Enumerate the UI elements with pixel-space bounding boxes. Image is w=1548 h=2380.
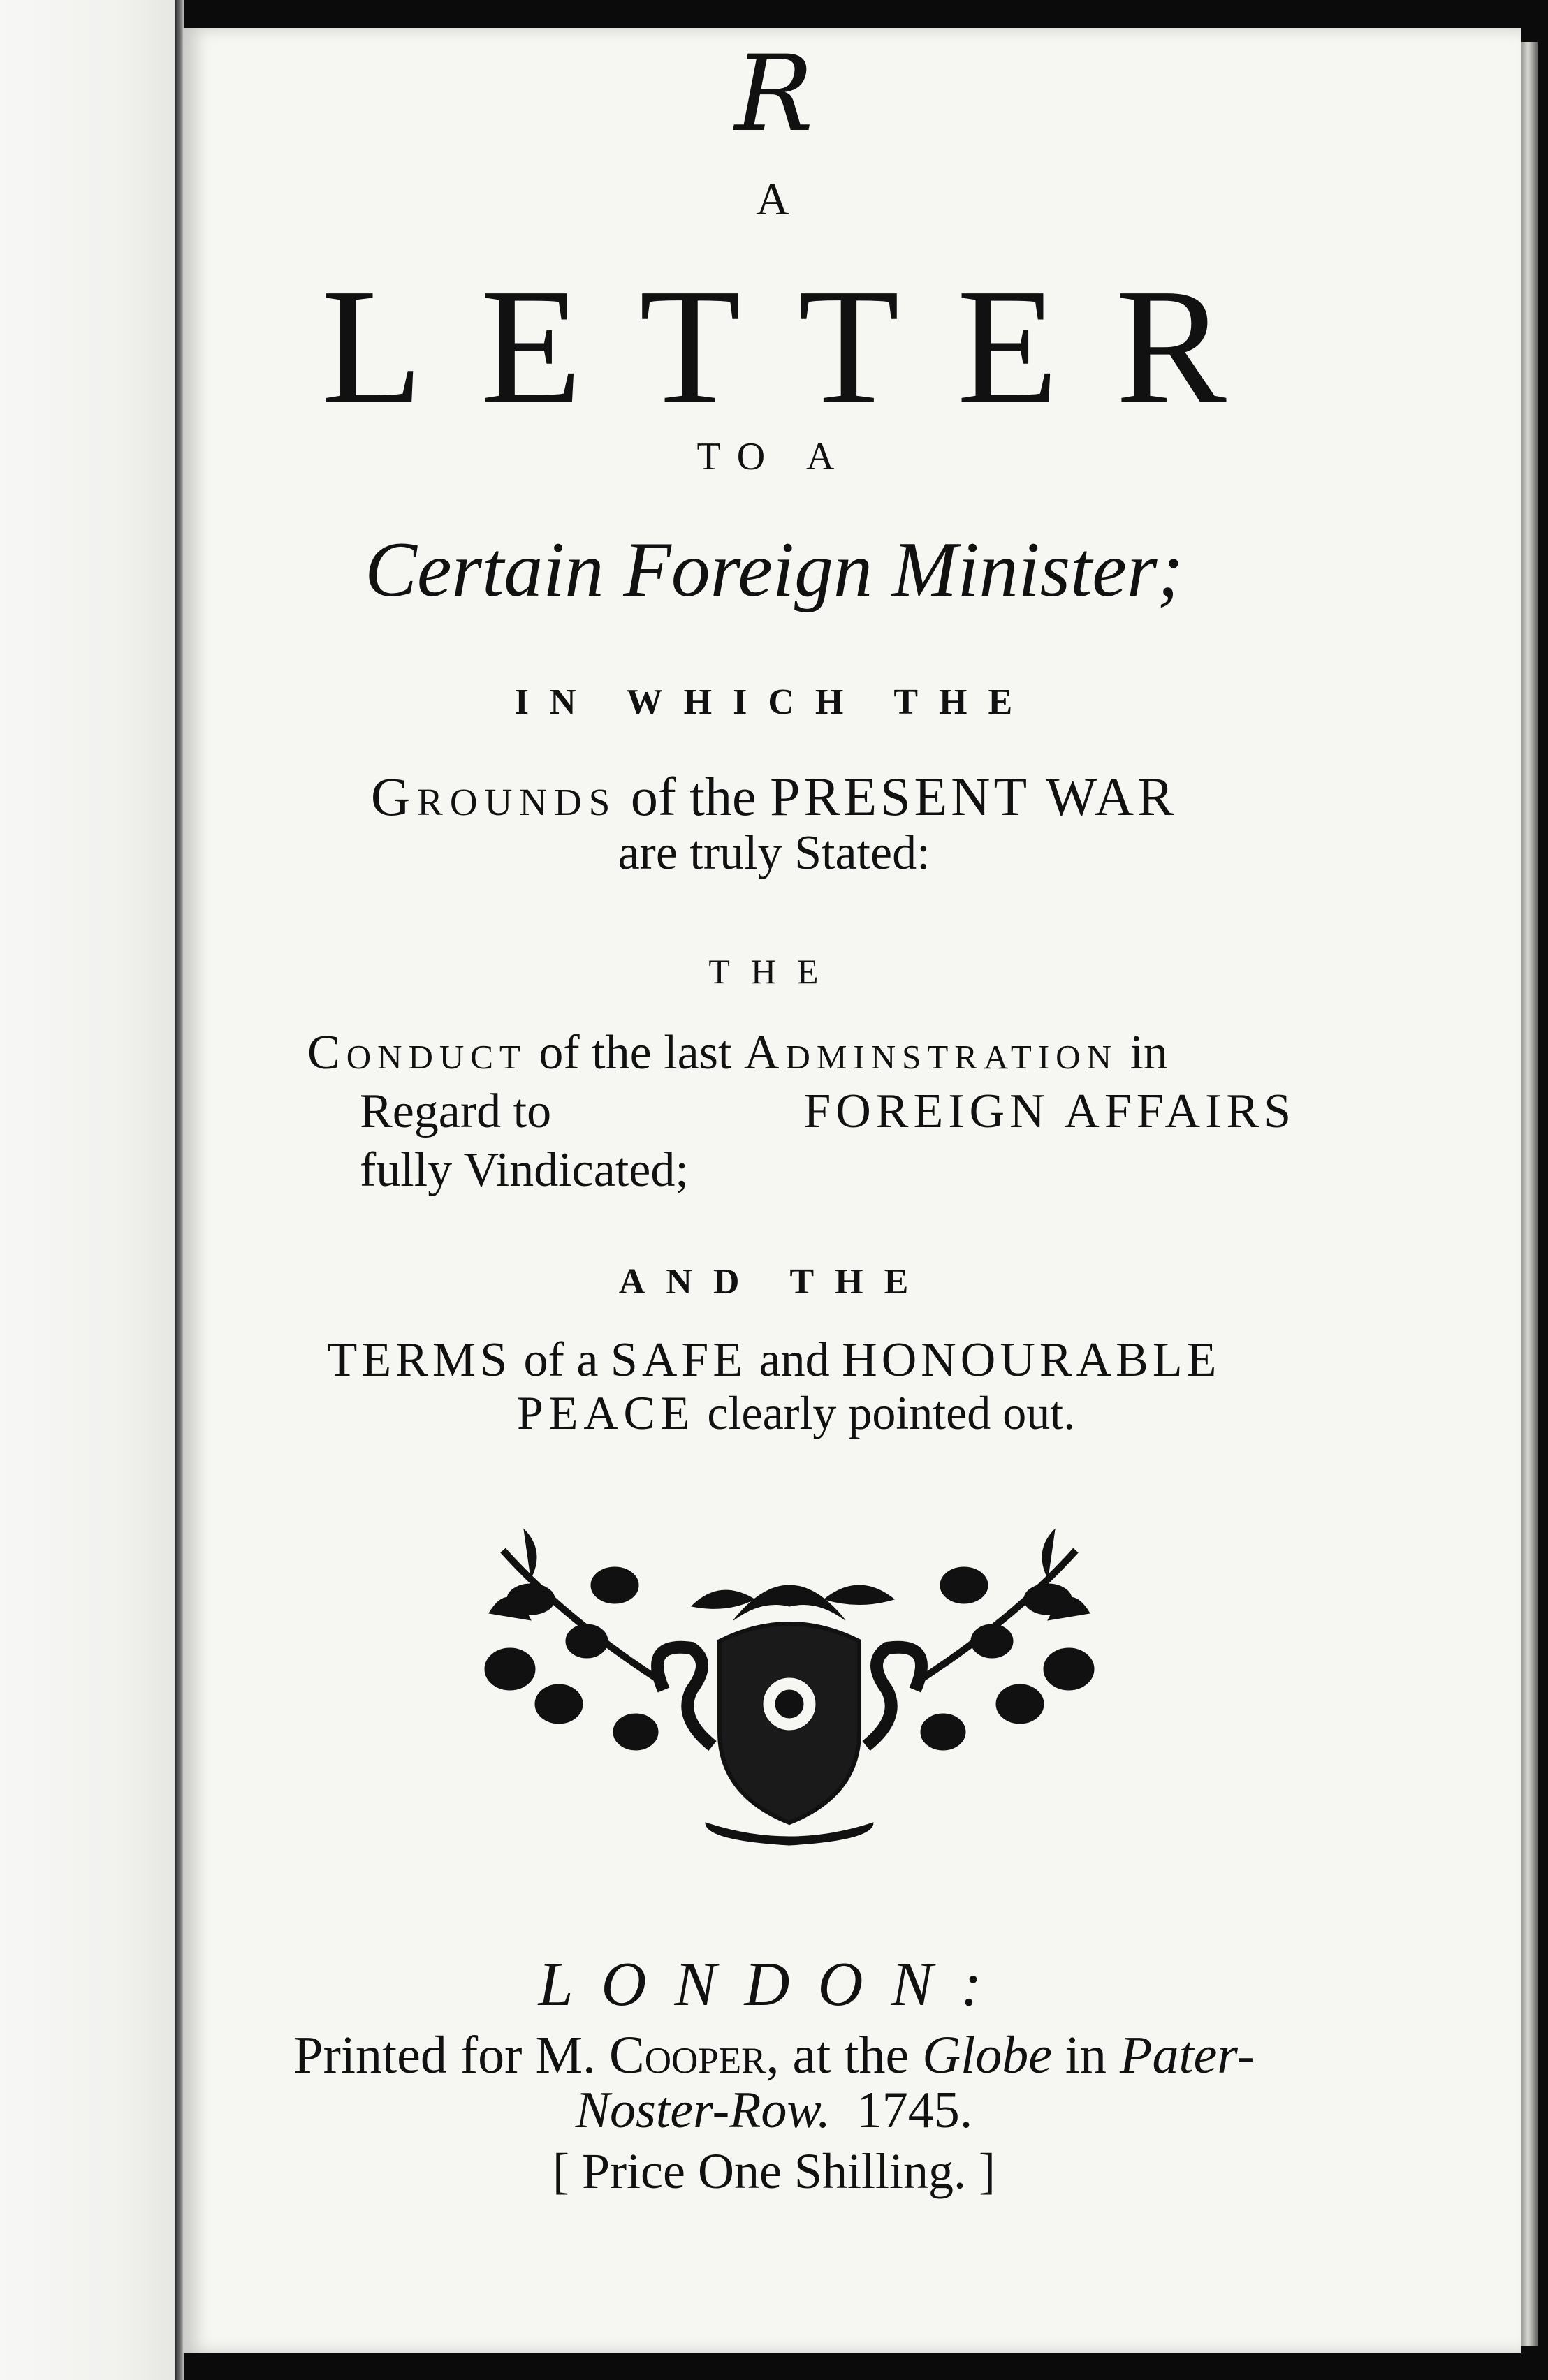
honourable-word: HONOURABLE [842, 1333, 1221, 1387]
regard-to: Regard to [360, 1085, 552, 1138]
foreign-affairs: FOREIGN AFFAIRS [803, 1085, 1296, 1138]
subtitle-grounds-line [0, 765, 1548, 828]
safe-word: SAFE [610, 1333, 747, 1387]
peace-word: PEACE [517, 1386, 696, 1439]
conduct-word: Conduct [307, 1026, 527, 1080]
subtitle-the: THE [708, 952, 840, 991]
subtitle-peace-line [517, 1386, 1075, 1441]
printer-name: Cooper [609, 2026, 766, 2085]
of-a: of a [511, 1333, 611, 1387]
subtitle-regard-line [360, 1084, 1296, 1140]
administration-word: Adminstration [743, 1026, 1118, 1080]
subtitle-conduct-line [307, 1025, 1168, 1081]
grounds-word: Grounds [370, 766, 618, 827]
imprint-year: 1745. [856, 2082, 973, 2139]
imprint-printed-line [0, 2025, 1548, 2086]
imprint-price: [ Price One Shilling. ] [553, 2143, 995, 2199]
title-article: A [756, 174, 792, 225]
in-word-imprint: in [1051, 2026, 1120, 2085]
globe-word: Globe [922, 2026, 1052, 2085]
printed-for: Printed for M. [293, 2026, 610, 2085]
subtitle-terms-line [0, 1332, 1548, 1388]
terms-word: TERMS [327, 1333, 512, 1387]
subtitle-truly-stated: are truly Stated: [618, 826, 930, 880]
of-the-last: of the last [526, 1026, 744, 1080]
title-letter: LETTER [321, 255, 1284, 439]
title-recipient: Certain Foreign Minister; [365, 527, 1183, 613]
subtitle-fully-vindicated: fully Vindicated; [360, 1143, 689, 1197]
subtitle-and-the: AND THE [618, 1262, 930, 1302]
at-the: , at the [766, 2026, 923, 2085]
floral-crest-ornament-icon [482, 1522, 1097, 1851]
and-word: and [747, 1333, 842, 1387]
clearly-pointed-out: clearly pointed out. [695, 1386, 1076, 1439]
grounds-of-the: of the [617, 766, 771, 827]
subtitle-in-which: IN WHICH THE [514, 682, 1034, 722]
pater-word: Pater- [1120, 2026, 1255, 2085]
handwritten-mark: R [734, 34, 814, 155]
in-word: in [1117, 1026, 1168, 1080]
present-war: PRESENT WAR [770, 766, 1178, 827]
imprint-london: LONDON: [538, 1950, 1010, 2019]
imprint-noster-line [0, 2081, 1548, 2140]
title-to-a: TO A [696, 435, 852, 478]
noster-row: Noster-Row. [575, 2082, 831, 2139]
